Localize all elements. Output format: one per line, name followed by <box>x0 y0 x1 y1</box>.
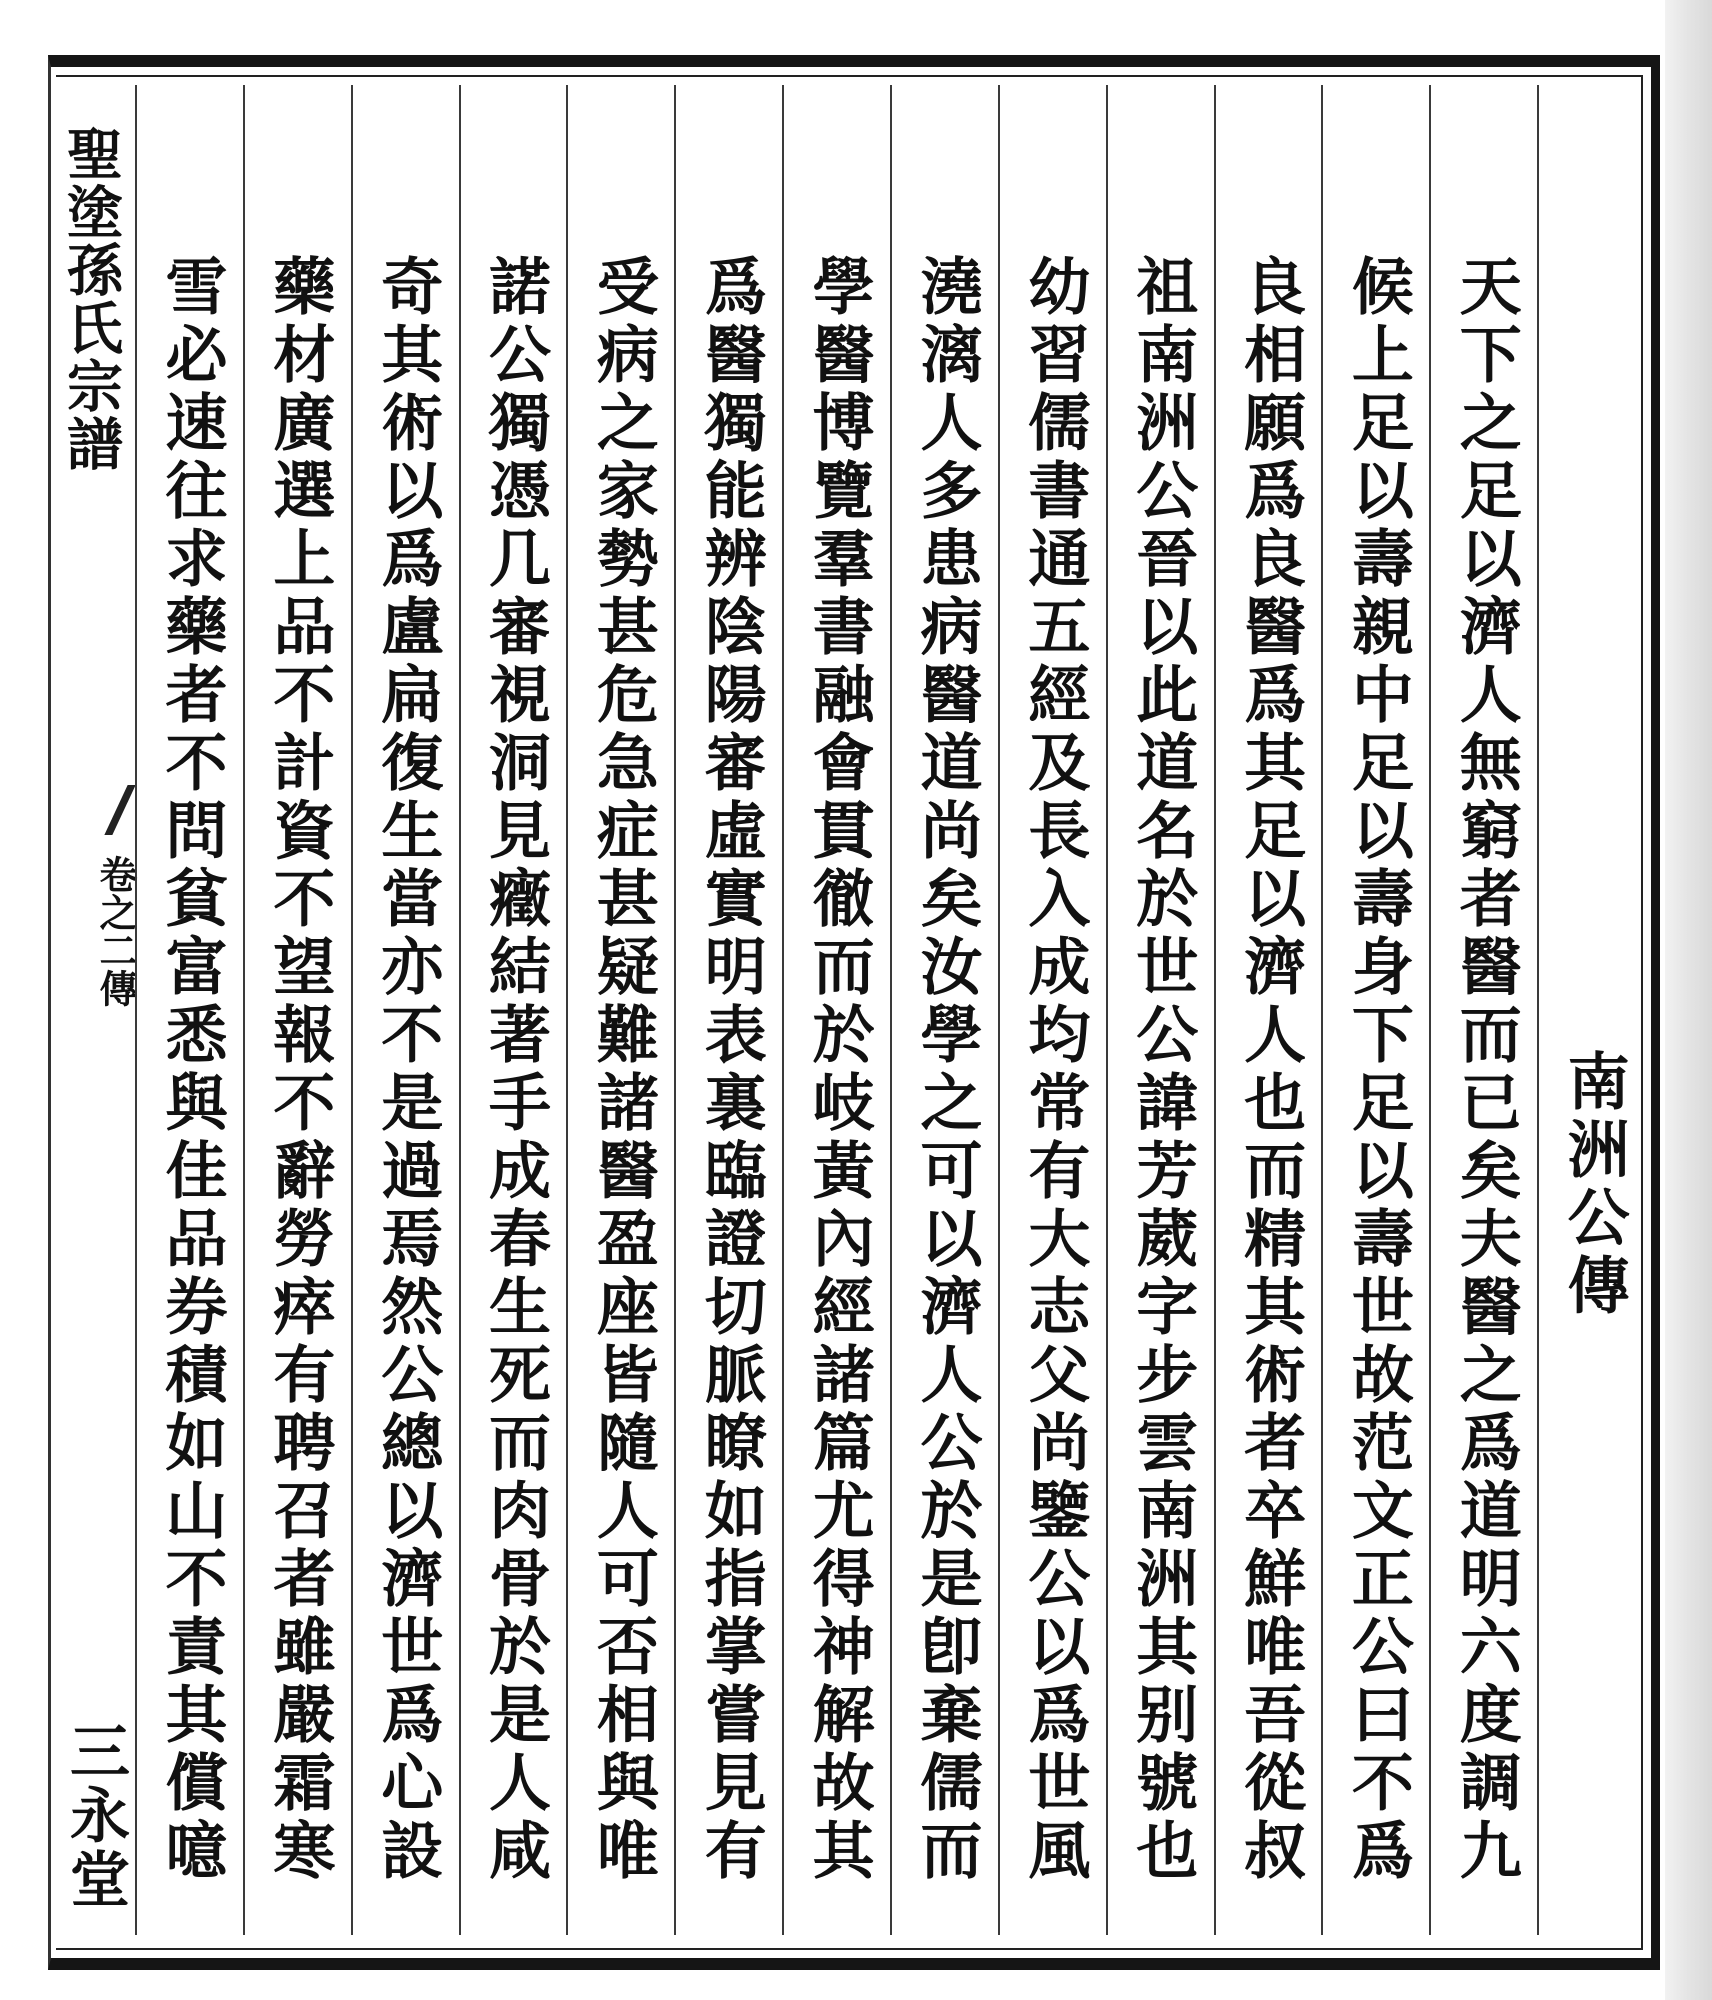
text-column <box>1106 85 1214 1935</box>
text-column <box>243 85 351 1935</box>
column-text: 學醫博覽羣書融會貫徹而於岐黃內經諸篇尤得神解故其 <box>802 254 876 1886</box>
text-column <box>1429 85 1537 1935</box>
text-column <box>459 85 567 1935</box>
hall-name: 三永堂 <box>60 1720 130 1912</box>
column-text: 爲醫獨能辨陰陽審虛實明表裏臨證切脈瞭如指掌嘗見有 <box>694 254 768 1886</box>
text-column <box>998 85 1106 1935</box>
column-text: 澆漓人多患病醫道尚矣汝學之可以濟人公於是卽棄儒而 <box>909 254 983 1886</box>
text-body <box>135 85 1645 1935</box>
column-text: 奇其術以爲盧扁復生當亦不是過焉然公總以濟世爲心設 <box>370 254 444 1886</box>
text-column <box>674 85 782 1935</box>
margin-band <box>40 85 138 1955</box>
column-text: 幼習儒書通五經及長入成均常有大志父尚鑒公以爲世風 <box>1017 254 1091 1886</box>
column-text: 藥材廣選上品不計資不望報不辭勞瘁有聘召者雖嚴霜寒 <box>262 254 336 1886</box>
column-text: 候上足以壽親中足以壽身下足以壽世故范文正公曰不爲 <box>1341 254 1415 1886</box>
text-column-title <box>1537 85 1645 1935</box>
text-column <box>782 85 890 1935</box>
column-text: 天下之足以濟人無窮者醫而已矣夫醫之爲道明六度調九 <box>1449 254 1523 1886</box>
book-title: 聖塗孫氏宗譜 <box>58 125 124 473</box>
biography-title: 南洲公傳 <box>1557 1049 1631 1321</box>
text-column <box>890 85 998 1935</box>
column-text: 受病之家勢甚危急症甚疑難諸醫盈座皆隨人可否相與唯 <box>586 254 660 1886</box>
text-column <box>135 85 243 1935</box>
column-text: 良相願爲良醫爲其足以濟人也而精其術者卒鮮唯吾從叔 <box>1233 254 1307 1886</box>
text-column <box>351 85 459 1935</box>
text-column <box>566 85 674 1935</box>
text-column <box>1321 85 1429 1935</box>
scan-edge-shadow <box>1665 0 1712 2000</box>
column-text: 諾公獨憑几審視洞見癥結著手成春生死而肉骨於是人咸 <box>478 254 552 1886</box>
column-text: 雪必速往求藥者不問貧富悉與佳品券積如山不責其償噫 <box>154 254 228 1886</box>
chapter-label: 卷之二傳 <box>93 855 138 1007</box>
text-column <box>1214 85 1322 1935</box>
column-text: 祖南洲公晉以此道名於世公諱芳葳字步雲南洲其别號也 <box>1125 254 1199 1886</box>
